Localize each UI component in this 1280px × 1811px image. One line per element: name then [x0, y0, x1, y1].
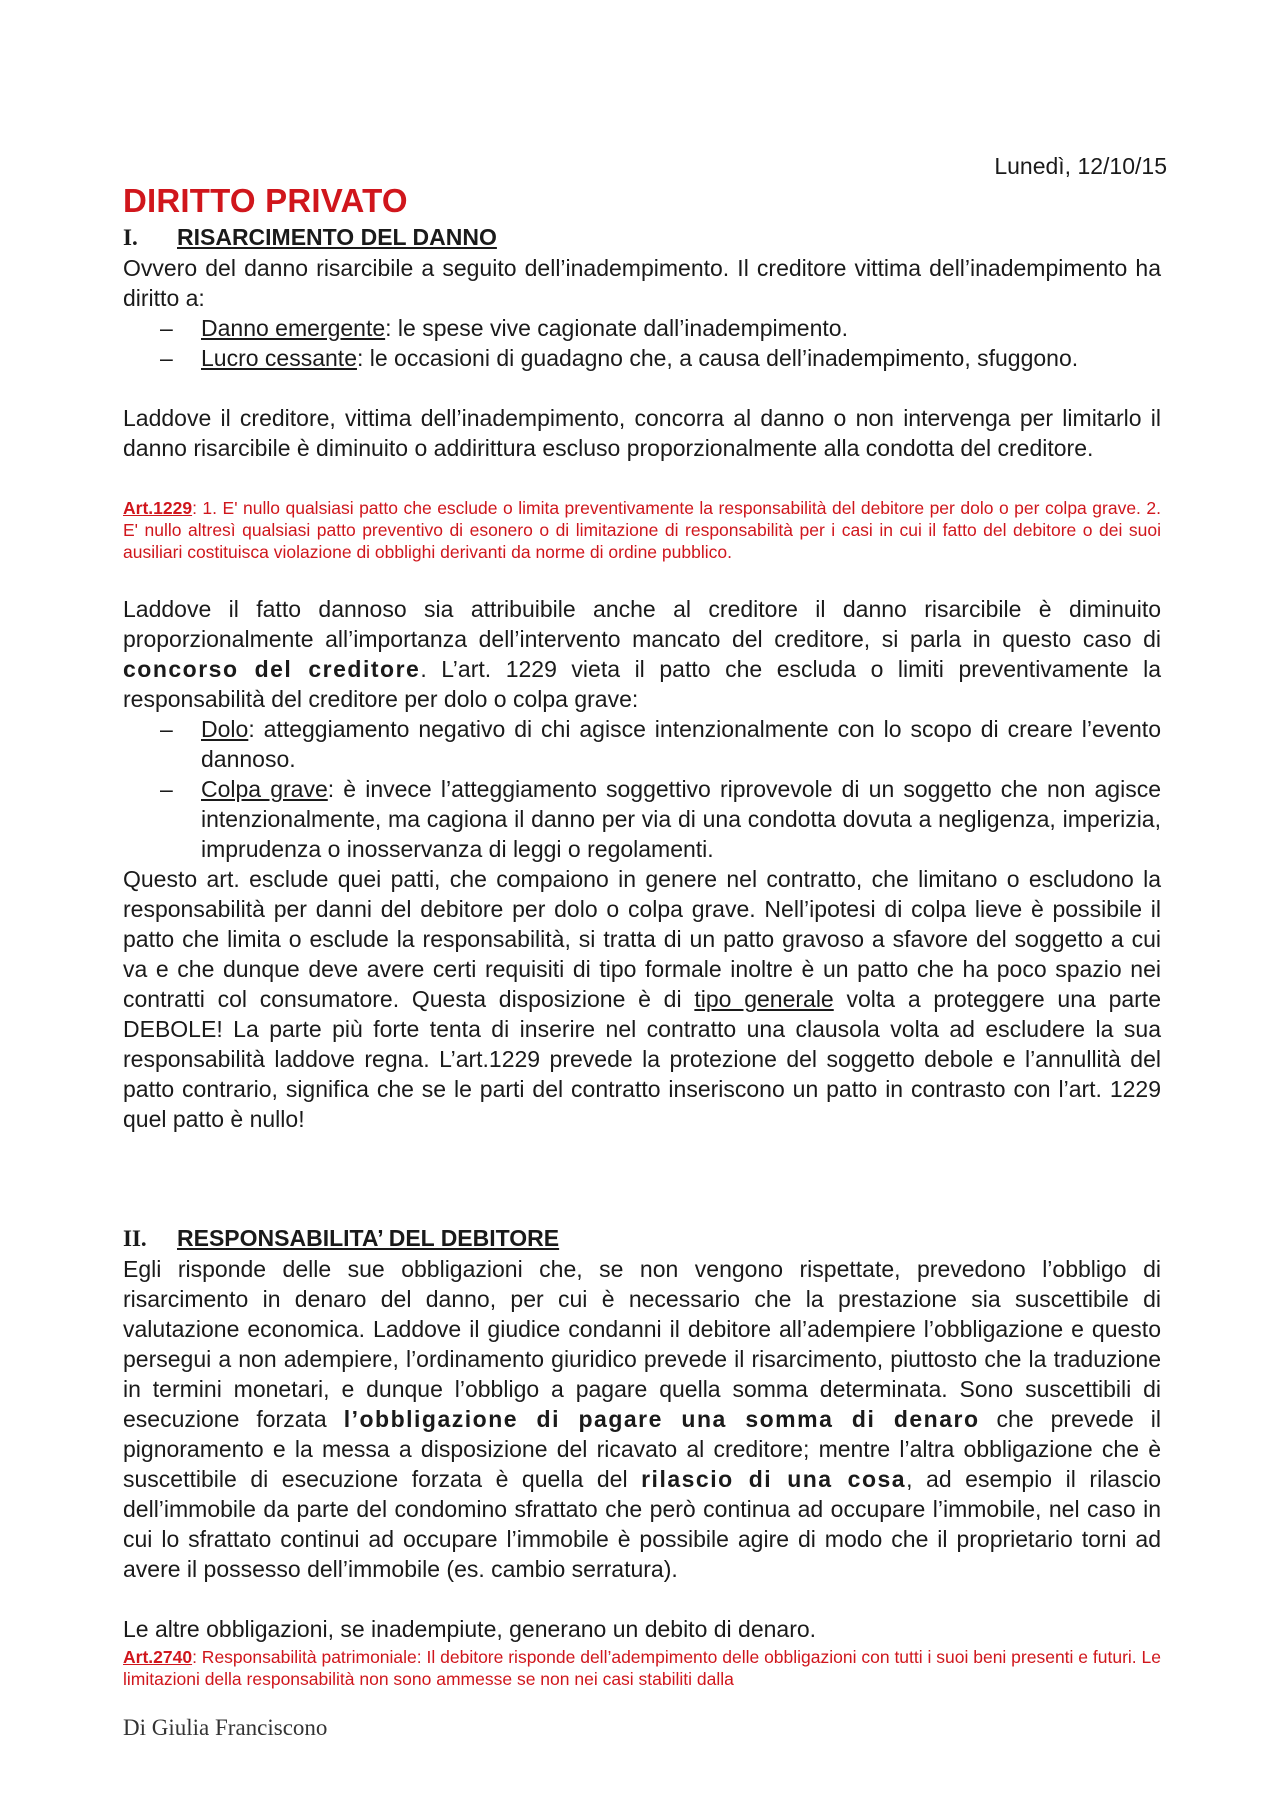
section-heading-1 [123, 224, 497, 251]
term: Lucro cessante [201, 345, 357, 371]
text-run: Laddove il fatto dannoso sia attribuibile anche al creditore il danno risarcibile è diminuito proporzionalmente all’importanza dell’intervento mancato del creditore, si parla in questo caso di [123, 596, 1161, 652]
article-reference: Art.1229 [123, 498, 193, 518]
article-reference: Art.2740 [123, 1647, 193, 1667]
text-run: . L’art. 1229 vieta il patto che escluda o limiti preventivamente la responsabilità del creditore per dolo o colpa grave: [123, 656, 1161, 712]
text-run: che prevede il pignoramento e la messa a disposizione del ricavato al creditore; mentre l’altra obbligazione che è suscettibile di esecuzione forzata è quella del [123, 1406, 1161, 1492]
term: Colpa grave [201, 776, 328, 802]
underlined-term: tipo generale [694, 986, 834, 1012]
section-title: RISARCIMENTO DEL DANNO [177, 224, 497, 250]
definition: : è invece l’atteggiamento soggettivo riprovevole di un soggetto che non agisce intenzionalmente, ma cagiona il danno per via di una condotta dovuta a negligenza, imperizia, imprudenza o inosservanza di leggi o regolamenti. [201, 776, 1161, 862]
definition: : atteggiamento negativo di chi agisce intenzionalmente con lo scopo di creare l’evento dannoso. [201, 716, 1161, 772]
bold-term: rilascio di una cosa [641, 1466, 907, 1492]
article-text: : 1. E' nullo qualsiasi patto che esclude o limita preventivamente la responsabilità del debitore per dolo o per colpa grave. 2. E' nullo altresì qualsiasi patto preventivo di esonero o di limitazione di responsabilità per i casi in cui il fatto del debitore o dei suoi ausiliari costituisca violazione di obblighi derivanti da norme di ordine pubblico. [123, 498, 1161, 562]
term: Danno emergente [201, 315, 386, 341]
list-item: – Colpa grave: è invece l’atteggiamento soggettivo riprovevole di un soggetto che non agisce intenzionalmente, ma cagiona il danno per via di una condotta dovuta a negligenza, imperizia, imprudenza o inosservanza di leggi o regolamenti. [160, 776, 1161, 862]
paragraph: Ovvero del danno risarcibile a seguito dell’inadempimento. Il creditore vittima dell’inadempimento ha diritto a: [123, 255, 1161, 311]
section-title: RESPONSABILITA’ DEL DEBITORE [177, 1225, 560, 1251]
section-heading-2 [123, 1225, 559, 1252]
bold-term: concorso del creditore [123, 656, 421, 682]
footer-author: Di Giulia Franciscono [123, 1715, 328, 1740]
text-run: , ad esempio il rilascio dell’immobile da parte del condomino sfrattato che però continua ad occupare l’immobile, nel caso in cui lo sfrattato continui ad occupare l’immobile è possibile agire di modo che il proprietario torni ad avere il possesso dell’immobile (es. cambio serratura). [123, 1466, 1161, 1582]
document-title: DIRITTO PRIVATO [123, 182, 408, 219]
term: Dolo [201, 716, 249, 742]
text-run: Egli risponde delle sue obbligazioni che, se non vengono rispettate, prevedono l’obbligo di risarcimento in denaro del danno, per cui è necessario che la prestazione sia suscettibile di valutazione economica. Laddove il giudice condanni il debitore all’adempiere l’obbligazione e questo persegui a non adempiere, l’ordinamento giuridico prevede il risarcimento, piuttosto che la traduzione in termini monetari, e dunque l’obbligo a pagare quella somma determinata. Sono suscettibili di esecuzione forzata [123, 1256, 1161, 1432]
list-item: – Danno emergente: le spese vive cagionate dall’inadempimento. [160, 315, 848, 341]
paragraph [123, 1254, 1161, 1584]
article-text: : Responsabilità patrimoniale: Il debitore risponde dell’adempimento delle obbligazioni con tutti i suoi beni presenti e futuri. Le limitazioni della responsabilità non sono ammesse se non nei casi stabiliti dalla [123, 1647, 1161, 1689]
article-quote [123, 1646, 1161, 1690]
text-run: Questo art. esclude quei patti, che compaiono in genere nel contratto, che limitano o escludono la responsabilità per danni del debitore per dolo o colpa grave. Nell’ipotesi di colpa lieve è possibile il patto che limita o esclude la responsabilità, si tratta di un patto gravoso a sfavore del soggetto a cui va e che dunque deve avere certi requisiti di tipo formale inoltre è un patto che ha poco spazio nei contratti col consumatore. Questa disposizione è di [123, 866, 1161, 1012]
bullet-list [123, 313, 1161, 373]
list-item: – Lucro cessante: le occasioni di guadagno che, a causa dell’inadempimento, sfuggono. [160, 345, 1079, 371]
paragraph: Le altre obbligazioni, se inadempiute, generano un debito di denaro. [123, 1616, 817, 1642]
bullet-list [123, 714, 1161, 864]
bold-term: l’obbligazione di pagare una somma di denaro [343, 1406, 980, 1432]
section-number: I. [123, 225, 138, 250]
list-item: – Dolo: atteggiamento negativo di chi agisce intenzionalmente con lo scopo di creare l’evento dannoso. [160, 716, 1161, 772]
section-number: II. [123, 1226, 147, 1251]
article-quote [123, 497, 1161, 563]
paragraph: Laddove il creditore, vittima dell’inadempimento, concorra al danno o non intervenga per limitarlo il danno risarcibile è diminuito o addirittura escluso proporzionalmente alla condotta del creditore. [123, 405, 1161, 461]
definition: : le occasioni di guadagno che, a causa dell’inadempimento, sfuggono. [356, 345, 1079, 371]
paragraph [123, 594, 1161, 714]
text-run: volta a proteggere una parte DEBOLE! La parte più forte tenta di inserire nel contratto una clausola volta ad escludere la sua responsabilità laddove regna. L’art.1229 prevede la protezione del soggetto debole e l’annullità del patto contrario, significa che se le parti del contratto inseriscono un patto in contrasto con l’art. 1229 quel patto è nullo! [123, 986, 1161, 1132]
document-date: Lunedì, 12/10/15 [994, 153, 1167, 179]
definition: : le spese vive cagionate dall’inadempimento. [385, 315, 848, 341]
paragraph [123, 864, 1161, 1134]
